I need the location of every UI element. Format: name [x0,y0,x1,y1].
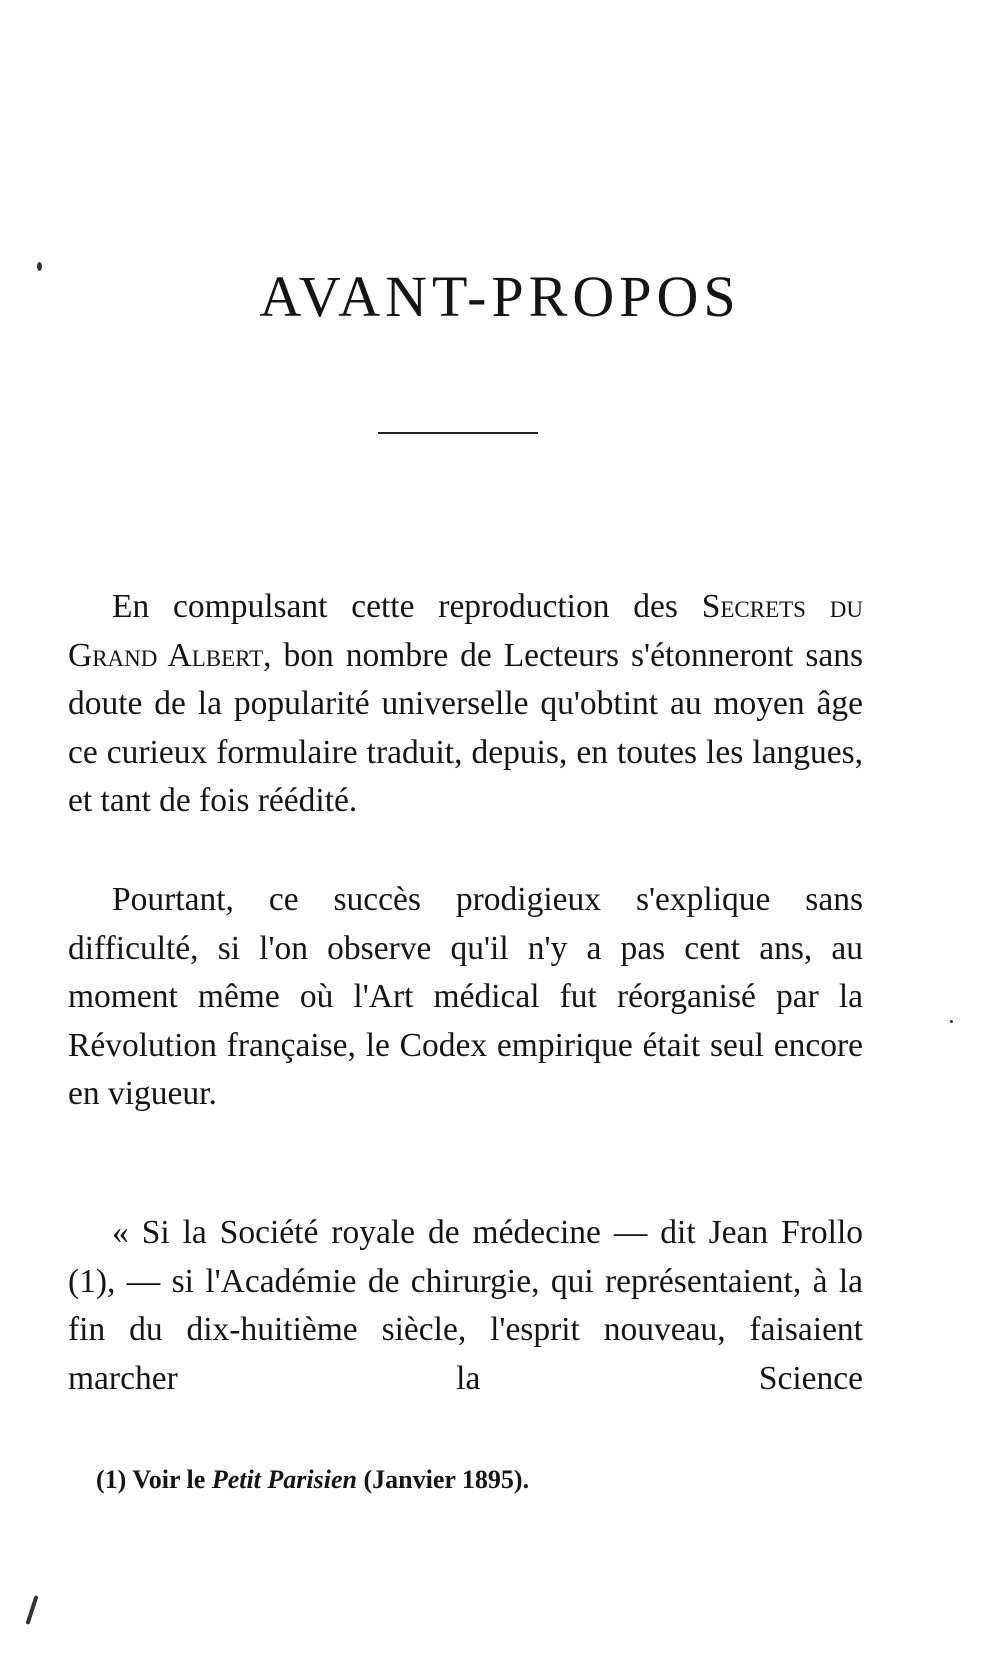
title-divider [378,432,538,434]
body-text-block-1 [68,583,863,826]
body-text-block-2 [68,876,863,1119]
footnote-lead: Voir le [132,1465,206,1494]
paragraph-2: Pourtant, ce succès prodigieux s'explique sans difficulté, si l'on observe qu'il n'y a pas cent ans, au moment même où l'Art médical fut réorganisé par la Révolution française, le Codex empirique était seul encore en vigueur. [68,881,863,1113]
footnote-date: (Janvier 1895). [363,1465,530,1494]
page-title: AVANT-PROPOS [259,264,741,329]
body-text-block-3 [68,1209,863,1403]
footnote [96,1463,529,1497]
scan-speck [37,262,42,271]
paragraph-1: En compulsant cette reproduction des Secrets du Grand Albert, bon nombre de Lecteurs s'étonneront sans doute de la popularité universelle qu'obtint au moyen âge ce curieux formulaire traduit, depuis, en toutes les langues, et tant de fois réédité. [68,588,864,820]
paragraph-3: « Si la Société royale de médecine — dit Jean Frollo (1), — si l'Académie de chirurgie, qui représentaient, à la fin du dix-huitième siècle, l'esprit nouveau, faisaient marcher la Science [68,1214,863,1397]
scan-speck [950,1020,953,1023]
footnote-marker: (1) [96,1465,127,1494]
footnote-journal: Petit Parisien [211,1465,357,1494]
scan-speck [25,1595,38,1625]
book-title-small-caps: Secrets du Grand Albert [68,588,863,674]
